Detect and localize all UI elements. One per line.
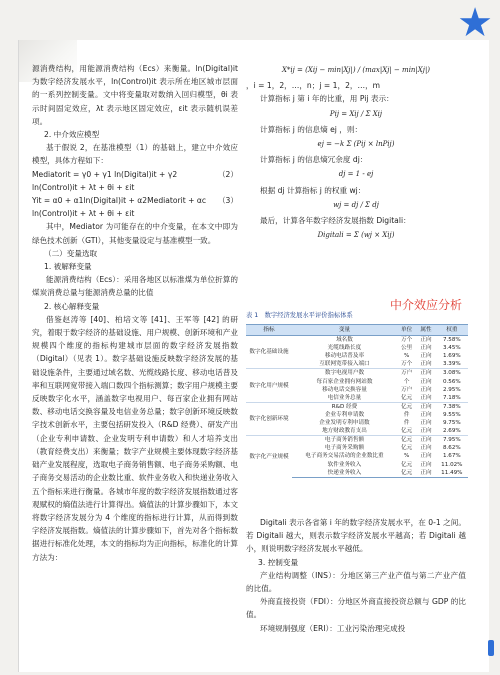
- paragraph: 计算指标 j 的信息熵 ej ，则：: [260, 124, 363, 134]
- table-cell: 正向: [420, 411, 432, 418]
- table-cell: 互联网宽带接入端口: [319, 361, 370, 368]
- right-column-bottom: [246, 516, 466, 635]
- table-cell: 件: [403, 411, 410, 418]
- table-cell: 亿元: [397, 436, 416, 445]
- table-cell: 正向: [416, 402, 435, 411]
- table-cell: 万户: [401, 386, 413, 393]
- table-caption-area: [246, 298, 468, 324]
- indicator-table: [246, 324, 468, 478]
- formula-weight: wj = dj / Σ dj: [333, 200, 379, 209]
- indicator-table-grid: [246, 324, 468, 478]
- table-cell: 亿元: [401, 428, 413, 435]
- table-cell: 正向: [420, 445, 432, 452]
- table-cell: 0.56%: [442, 378, 461, 385]
- star-icon: [454, 3, 496, 45]
- equation-text: Mediatorit = γ0 + γ1 ln(Digital)it + γ2 ln(Control)it + λt + θi + εit: [32, 169, 178, 192]
- section-heading: 2. 中介效应模型: [44, 130, 100, 140]
- paragraph: 外商直接投资（FDI）：分地区外商直接投资总额与 GDP 的比值。: [246, 597, 466, 620]
- table-cell: 电子商务销售额: [292, 436, 397, 445]
- table-category: 数字化创新环境: [246, 402, 292, 435]
- formula-share: Pij = Xij / Σ Xij: [329, 109, 383, 118]
- table-title: 表 1 数字经济发展水平评价指标体系: [246, 312, 353, 319]
- paragraph: 最后，计算各年数字经济发展指数 Digitali：: [260, 216, 411, 226]
- paragraph: 产业结构调整（INS）：分地区第三产业产值与第二产业产值的比值。: [246, 570, 466, 594]
- table-header: 单位: [397, 325, 416, 336]
- table-header: 属性: [416, 325, 435, 336]
- table-cell: 电子商务采购额: [324, 445, 365, 452]
- table-cell: 1.69%: [442, 353, 461, 360]
- table-cell: 企业专利申请数: [324, 411, 365, 418]
- table-cell: 3.45%: [442, 345, 461, 352]
- table-cell: 光缆线路长度: [327, 345, 362, 352]
- table-cell: 正向: [420, 453, 432, 460]
- table-cell: 移动电话普及率: [324, 353, 365, 360]
- paragraph: 根据 dj 计算指标 j 的权重 wj：: [260, 185, 366, 195]
- formula-entropy: ej = −k Σ (Pij × lnPij): [317, 140, 395, 149]
- table-cell: 软件业务收入: [327, 461, 362, 468]
- table-cell: 快递业务收入: [292, 469, 397, 478]
- table-cell: 11.02%: [441, 461, 463, 468]
- paragraph: 借鉴赵涛等 [40]、柏培文等 [41]、王军等 [42] 的研究，着眼于数字经济的基础设施、用户规模、创新环境和产业规模四个维度的指标构建城市层面的数字经济发展指数（Digital）（见表 1）。数字基础设施反映数字经济发展的基础设施条件，主要通过域名数、光缆线路长度、移动电话普及率和互联网宽带接入端口数四个指标测算；数字用户规模主要反映数字化水平，涵盖数字电视用户、每百家企业拥有网站数、移动电话交换容量及电信业务总量；数字创新环境反映数字技术创新水平，主要包括研发投入（R&D 经费）、研发产出（企业专利申请数、企业发明专利申请数）和人才培养支出（教育经费支出）来衡量；数字产业规模主要体现数字经济基础产业发展程度，选取电子商务销售额、电子商务采购额、电子商务交易活动的企业数比重、软件业务收入和快递业务收入五个指标来进行衡量。各城市年度的数字经济发展指数通过客观赋权的熵值法进行计算得出。熵值法的计算步骤如下，本文将数字经济发展分为 4 个维度的指标进行计算，从而得到数字经济发展指数。熵值法的计算步骤如下，首先对各个指标数据进行标准化处理，本文的指标均为正向指标，标准化的计算方法为：: [32, 314, 238, 562]
- table-cell: 7.58%: [442, 337, 461, 344]
- table-cell: 2.95%: [442, 386, 461, 393]
- table-cell: 移动电话交换容量: [322, 386, 367, 393]
- table-cell: 企业发明专利申请数: [319, 420, 370, 427]
- table-cell: 11.49%: [436, 469, 468, 478]
- paragraph: 环境规制强度（ERI）：工业污染治理完成投: [260, 623, 406, 633]
- table-category: 数字化基础设施: [249, 349, 289, 356]
- table-cell: 3.08%: [436, 369, 468, 378]
- table-cell: 亿元: [401, 394, 413, 401]
- paragraph: 计算指标 j 的信息熵冗余度 dj：: [260, 155, 368, 165]
- table-cell: 正向: [420, 345, 432, 352]
- table-cell: %: [403, 353, 410, 360]
- equation-text: Yit = α0 + α1ln(Digital)it + α2Mediatorit + αc ln(Control)it + λt + θi + εit: [32, 196, 207, 219]
- table-cell: 2.69%: [442, 428, 461, 435]
- table-cell: %: [403, 453, 410, 460]
- paragraph: Digitali 表示各省第 i 年的数字经济发展水平，在 0-1 之间。若 Digitali 越大，则表示数字经济发展水平越高；若 Digitali 越小，则说明数字经济发展水平越低。: [246, 518, 466, 554]
- table-cell: 地方财政教育支出: [322, 428, 367, 435]
- table-cell: 万个: [401, 361, 413, 368]
- table-cell: 正向: [420, 394, 432, 401]
- table-row: [246, 436, 468, 445]
- table-cell: 每百家企业拥有网站数: [316, 378, 373, 385]
- table-row: [246, 336, 468, 345]
- table-cell: 正向: [420, 378, 432, 385]
- table-cell: 公里: [401, 345, 413, 352]
- table-cell: 1.67%: [442, 453, 461, 460]
- paragraph: ，i = 1，2，…，n；j = 1，2，…，m: [246, 81, 381, 91]
- table-cell: R&D 经费: [292, 402, 397, 411]
- table-cell: 件: [403, 420, 410, 427]
- table-cell: 数字电视用户数: [292, 369, 397, 378]
- table-cell: 亿元: [401, 445, 413, 452]
- table-cell: 正向: [416, 369, 435, 378]
- table-header: 指标: [246, 325, 292, 336]
- table-cell: 电子商务交易活动的企业数比重: [305, 453, 384, 460]
- overlay-label: 中介效应分析: [389, 298, 462, 312]
- table-cell: 7.38%: [436, 402, 468, 411]
- subsection-heading: 2. 核心解释变量: [44, 301, 100, 311]
- formula-index: Digitali = Σ (wj × Xij): [317, 231, 395, 240]
- paragraph: 其中，Mediator 为可能存在的中介变量，在本文中即为绿色技术创新（GTI），其他变量设定与基准模型一致。: [32, 222, 238, 245]
- table-cell: 万个: [401, 337, 413, 344]
- equation-2: [32, 168, 238, 194]
- table-cell: 正向: [420, 353, 432, 360]
- table-category: 数字化产业规模: [246, 436, 292, 477]
- table-cell: 电信业务总量: [327, 394, 362, 401]
- subsection-heading: 1. 被解释变量: [44, 262, 92, 272]
- table-cell: 8.62%: [442, 445, 461, 452]
- table-row: [246, 402, 468, 411]
- table-cell: 域名数: [336, 337, 353, 344]
- formula-standardize: X*ij = (Xij − min|Xj|) / (max|Xj| − min|Xj|): [281, 66, 431, 74]
- table-header: 权重: [436, 325, 468, 336]
- table-cell: 正向: [416, 469, 435, 478]
- table-cell: 3.39%: [442, 361, 461, 368]
- right-column: [246, 62, 466, 244]
- table-cell: 7.18%: [442, 394, 461, 401]
- table-cell: 亿元: [397, 402, 416, 411]
- table-cell: 正向: [420, 420, 432, 427]
- equation-3: [32, 194, 238, 220]
- equation-number: （2）: [217, 169, 238, 179]
- table-cell: 亿元: [401, 461, 413, 468]
- page-edge-tab: [488, 640, 494, 656]
- table-header-row: [246, 325, 468, 336]
- paragraph: 源消费结构，用能源消费结构（Ecs）来衡量。ln(Digital)it 为数字经济发展水平，ln(Control)it 表示所在地区城市层面的一系列控制变量。文中将变量取对数纳入回归模型，θi 表示时间固定效应，λt 表示地区固定效应，εit 表示随机误差项。: [32, 64, 238, 126]
- table-cell: 正向: [420, 428, 432, 435]
- table-cell: 9.55%: [442, 411, 461, 418]
- table-cell: 7.95%: [436, 436, 468, 445]
- table-cell: 个: [403, 378, 410, 385]
- subsection-heading: 3. 控制变量: [258, 557, 299, 567]
- table-cell: 正向: [420, 386, 432, 393]
- left-column: [32, 62, 238, 564]
- table-category: 数字化用户规模: [246, 369, 292, 402]
- table-cell: 正向: [420, 337, 432, 344]
- table-cell: 亿元: [397, 469, 416, 478]
- table-row: [246, 369, 468, 378]
- equation-number: （3）: [217, 196, 238, 206]
- table-cell: 正向: [420, 361, 432, 368]
- formula-redundancy: dj = 1 - ej: [338, 170, 374, 179]
- table-cell: 万户: [397, 369, 416, 378]
- table-header: 变量: [292, 325, 397, 336]
- paragraph: 基于假说 2，在基准模型（1）的基础上，建立中介效应模型，具体方程如下：: [32, 143, 238, 166]
- table-cell: 9.75%: [442, 420, 461, 427]
- table-cell: 正向: [420, 461, 432, 468]
- paragraph: 能源消费结构（Ecs）：采用各地区以标准煤为单位折算的煤炭消费总量与能源消费总量的比值: [32, 275, 238, 298]
- section-heading: （二）变量选取: [44, 248, 98, 258]
- paragraph: 计算指标 j 第 i 年的比重，用 Pij 表示：: [260, 94, 394, 104]
- table-cell: 正向: [416, 436, 435, 445]
